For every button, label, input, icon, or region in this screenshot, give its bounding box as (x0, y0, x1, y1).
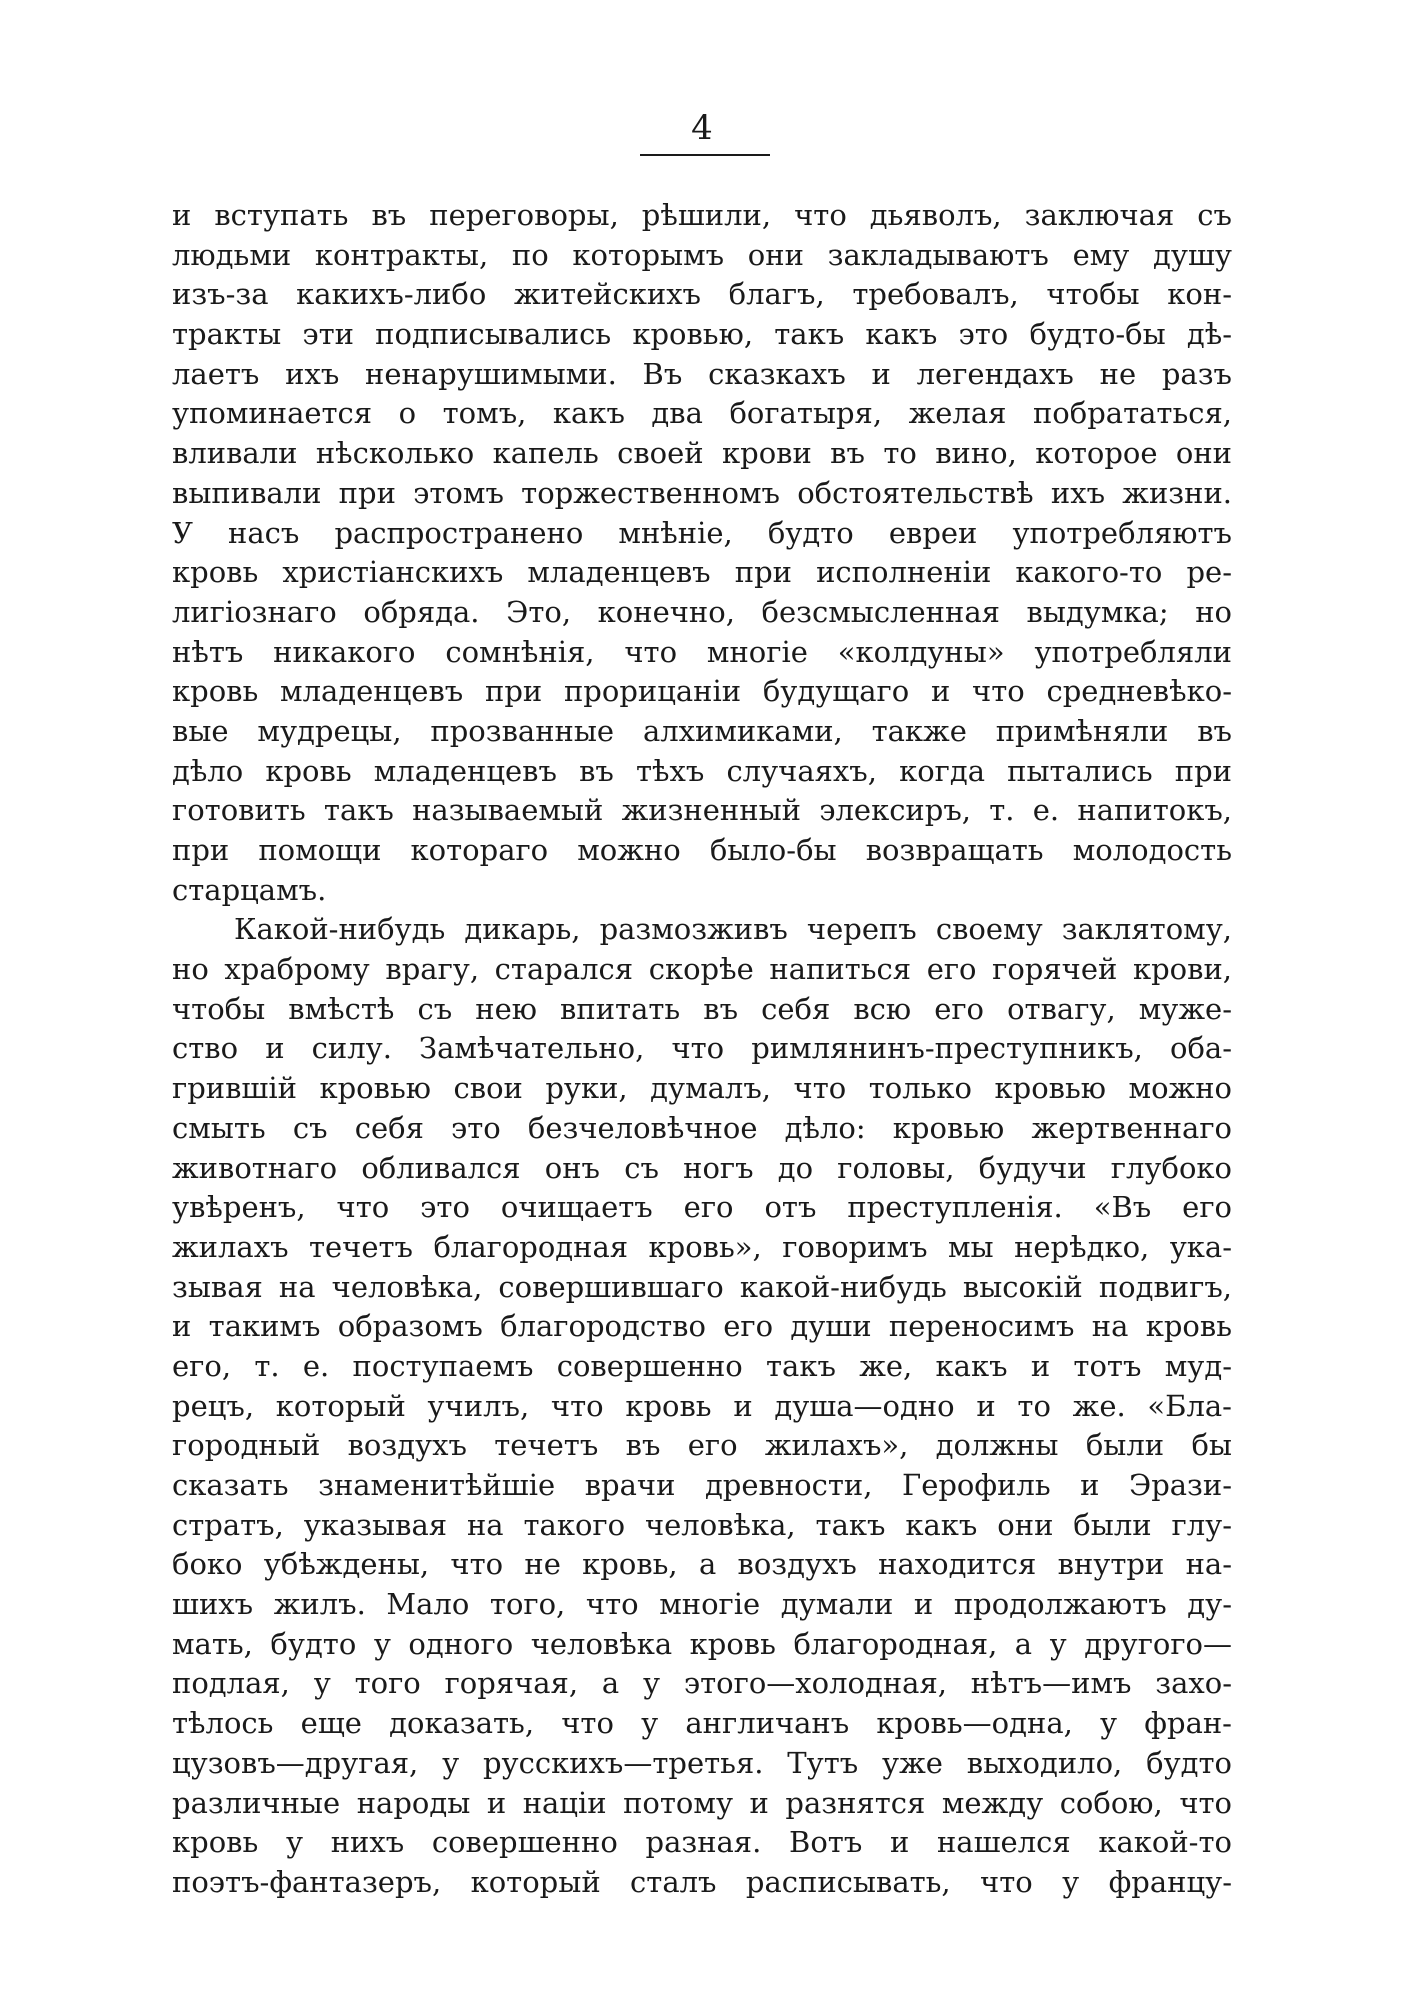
text-line: цузовъ—другая, у русскихъ—третья. Тутъ уже выходило, будто (172, 1745, 1232, 1780)
text-line: готовить такъ называемый жизненный элексиръ, т. е. напитокъ, (172, 793, 1232, 828)
body-text (172, 196, 1232, 1903)
text-line: дѣло кровь младенцевъ въ тѣхъ случаяхъ, когда пытались при (172, 753, 1232, 788)
text-line: лигіознаго обряда. Это, конечно, безсмысленная выдумка; но (172, 594, 1232, 629)
text-line: боко убѣждены, что не кровь, а воздухъ находится внутри на- (172, 1547, 1232, 1582)
page-number: 4 (691, 108, 713, 148)
text-line: животнаго обливался онъ съ ногъ до головы, будучи глубоко (172, 1150, 1232, 1185)
text-line: тѣлось еще доказать, что у англичанъ кровь—одна, у фран- (172, 1706, 1232, 1741)
text-line: У насъ распространено мнѣніе, будто евреи употребляютъ (172, 515, 1232, 550)
text-line: кровь у нихъ совершенно разная. Вотъ и нашелся какой-то (172, 1825, 1232, 1860)
text-line: грившій кровью свои руки, думалъ, что только кровью можно (172, 1071, 1232, 1106)
text-line: и такимъ образомъ благородство его души переносимъ на кровь (172, 1309, 1232, 1344)
text-line: ство и силу. Замѣчательно, что римлянинъ-преступникъ, оба- (172, 1031, 1232, 1066)
text-line: подлая, у того горячая, а у этого—холодная, нѣтъ—имъ захо- (172, 1666, 1232, 1701)
text-line: кровь христіанскихъ младенцевъ при исполненіи какого-то ре- (172, 555, 1232, 590)
text-line: кровь младенцевъ при прорицаніи будущаго и что средневѣко- (172, 674, 1232, 709)
text-line: нѣтъ никакого сомнѣнія, что многіе «колдуны» употребляли (172, 634, 1232, 669)
text-line: его, т. е. поступаемъ совершенно такъ же, какъ и тотъ муд- (172, 1348, 1232, 1383)
text-line: рецъ, который училъ, что кровь и душа—одно и то же. «Бла- (172, 1388, 1232, 1423)
header-rule (640, 154, 770, 156)
text-line: старцамъ. (172, 872, 327, 907)
text-line: жилахъ течетъ благородная кровь», говоримъ мы нерѣдко, ука- (172, 1229, 1232, 1264)
text-line: мать, будто у одного человѣка кровь благородная, а у другого— (172, 1626, 1232, 1661)
paragraph (172, 196, 1232, 910)
text-line: и вступать въ переговоры, рѣшили, что дьяволъ, заключая съ (172, 198, 1232, 232)
text-line: при помощи котораго можно было-бы возвращать молодость (172, 833, 1232, 867)
text-line: сказать знаменитѣйшіе врачи древности, Герофиль и Эрази- (172, 1468, 1232, 1502)
text-line: людьми контракты, по которымъ они закладываютъ ему душу (172, 237, 1232, 272)
text-line: увѣренъ, что это очищаетъ его отъ преступленія. «Въ его (172, 1190, 1232, 1225)
text-line: но храброму врагу, старался скорѣе напиться его горячей крови, (172, 952, 1232, 987)
text-line: Какой-нибудь дикарь, размозживъ черепъ своему заклятому, (234, 912, 1232, 947)
text-line: чтобы вмѣстѣ съ нею впитать въ себя всю его отвагу, муже- (172, 991, 1232, 1026)
text-line: стратъ, указывая на такого человѣка, такъ какъ они были глу- (172, 1507, 1232, 1542)
text-line: шихъ жилъ. Мало того, что многіе думали и продолжаютъ ду- (172, 1587, 1232, 1622)
text-line: лаетъ ихъ ненарушимыми. Въ сказкахъ и легендахъ не разъ (172, 356, 1232, 391)
text-line: вливали нѣсколько капель своей крови въ то вино, которое они (172, 436, 1232, 471)
text-line: упоминается о томъ, какъ два богатыря, желая побрататься, (172, 396, 1232, 431)
paragraph (172, 910, 1232, 1902)
text-line: различные народы и націи потому и разнятся между собою, что (172, 1785, 1232, 1820)
text-line: поэтъ-фантазеръ, который сталъ расписывать, что у францу- (172, 1864, 1232, 1899)
text-line: изъ-за какихъ-либо житейскихъ благъ, требовалъ, чтобы кон- (172, 277, 1232, 312)
text-line: смыть съ себя это безчеловѣчное дѣло: кровью жертвеннаго (172, 1110, 1232, 1145)
text-line: вые мудрецы, прозванные алхимиками, также примѣняли въ (172, 713, 1232, 748)
text-line: зывая на человѣка, совершившаго какой-нибудь высокій подвигъ, (172, 1269, 1232, 1304)
text-line: выпивали при этомъ торжественномъ обстоятельствѣ ихъ жизни. (172, 475, 1232, 510)
text-line: городный воздухъ течетъ въ его жилахъ», должны были бы (172, 1428, 1232, 1463)
text-line: тракты эти подписывались кровью, такъ какъ это будто-бы дѣ- (172, 317, 1232, 352)
